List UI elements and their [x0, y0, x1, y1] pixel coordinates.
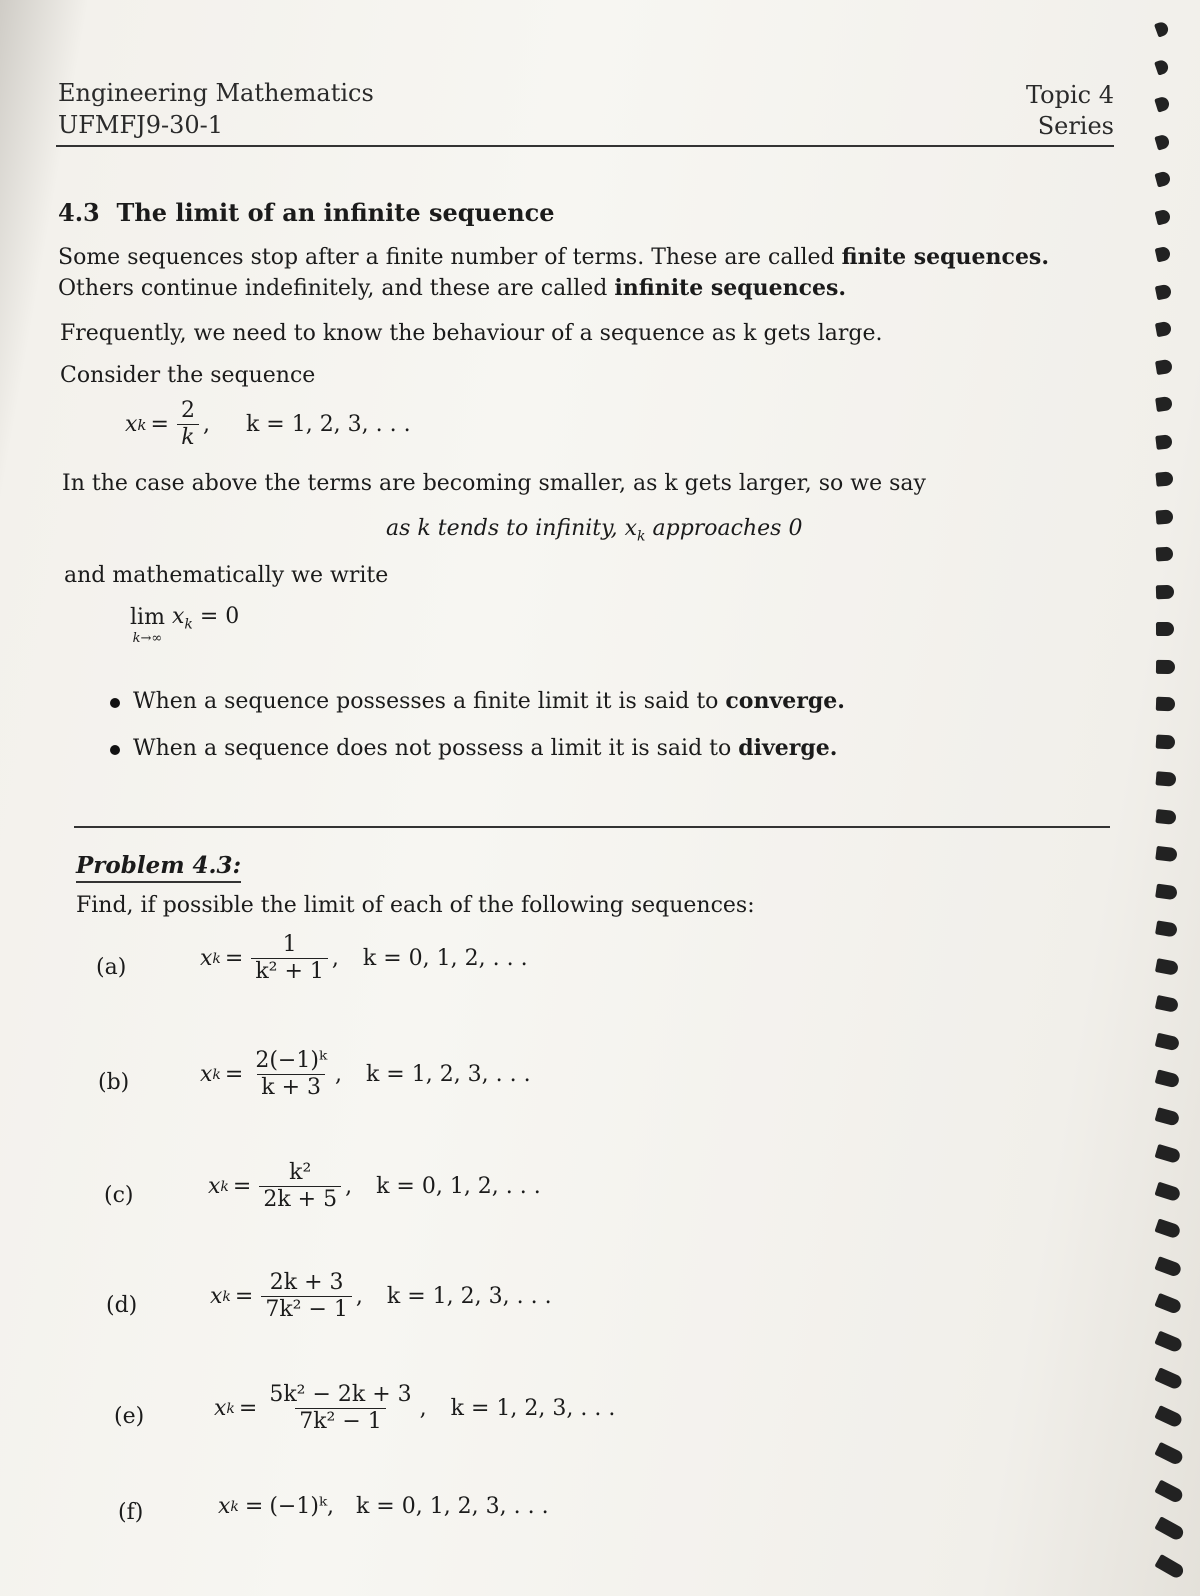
example-subscript: k — [137, 415, 147, 434]
range-f: k = 0, 1, 2, 3, . . . — [355, 1494, 549, 1519]
example-numerator: 2 — [180, 398, 195, 423]
binding-ring — [1156, 622, 1174, 636]
denominator-a: k² + 1 — [251, 958, 328, 985]
binding-ring — [1154, 1479, 1185, 1504]
binding-ring — [1154, 170, 1171, 187]
binding-ring — [1154, 1256, 1182, 1278]
problem-heading — [76, 852, 241, 879]
denominator-b: k + 3 — [257, 1074, 325, 1101]
example-range: k = 1, 2, 3, . . . — [245, 412, 411, 437]
binding-ring — [1154, 133, 1171, 150]
binding-ring — [1155, 771, 1176, 786]
denominator-c: 2k + 5 — [259, 1186, 341, 1213]
example-fraction — [177, 398, 199, 451]
spiral-binding — [1148, 0, 1188, 1596]
smaller-paragraph: In the case above the terms are becoming smaller, as k gets larger, so we say — [62, 471, 926, 496]
mathematically-paragraph: and mathematically we write — [64, 563, 389, 588]
fraction-e — [265, 1382, 415, 1435]
term-finite-sequences: finite sequences. — [841, 244, 1049, 270]
term-converge: converge. — [725, 688, 845, 714]
item-equation-f: x k = (−1)ᵏ , k = 0, 1, 2, 3, . . . — [218, 1494, 549, 1519]
binding-ring — [1155, 1069, 1181, 1088]
binding-ring — [1154, 1181, 1181, 1202]
binding-ring — [1156, 734, 1176, 749]
fraction-a — [251, 932, 328, 985]
bullet-diverge — [133, 733, 837, 764]
range-d: k = 1, 2, 3, . . . — [386, 1284, 552, 1309]
binding-ring — [1156, 509, 1174, 524]
binding-ring — [1154, 1367, 1183, 1390]
limit-subscript: k→∞ — [132, 631, 163, 646]
item-label-f: (f) — [118, 1500, 144, 1525]
problem-separator — [74, 826, 1110, 828]
limit-expression: lim k→∞ $x_k = 0$ — [130, 604, 240, 646]
binding-ring — [1155, 958, 1179, 976]
binding-ring — [1154, 1442, 1184, 1466]
item-label-a: (a) — [96, 955, 127, 980]
binding-ring — [1155, 283, 1172, 300]
binding-ring — [1154, 1516, 1185, 1542]
binding-ring — [1155, 246, 1172, 263]
binding-ring — [1156, 697, 1175, 712]
binding-ring — [1155, 358, 1173, 374]
italic-statement: as k tends to infinity, $x_k$ approaches 0 — [386, 516, 803, 545]
item-equation-e: x k = $\frac{\text{5k² − 2k + 3}}{\text{7k² − 1}}$ , k = 1, 2, 3, . . . — [214, 1382, 616, 1434]
range-a: k = 0, 1, 2, . . . — [362, 946, 528, 971]
denominator-d: 7k² − 1 — [261, 1296, 352, 1323]
binding-ring — [1155, 434, 1173, 450]
italic-statement-text: as k tends to infinity, x — [386, 516, 638, 541]
term-infinite-sequences: infinite sequences. — [614, 275, 847, 301]
fraction-b — [251, 1048, 331, 1101]
bullet-converge — [133, 686, 845, 717]
example-denominator: k — [177, 424, 198, 451]
item-equation-b: x k = $\frac{\text{2(−1)ᵏ}}{k + 3}$ , k = 1, 2, 3, . . . — [200, 1048, 531, 1100]
section-number: 4.3 — [58, 198, 100, 227]
item-equation-d: x k = $\frac{2k + 3}{\text{7k² − 1}}$ , k = 1, 2, 3, . . . — [210, 1270, 552, 1322]
bullet-dot — [110, 745, 120, 755]
binding-ring — [1154, 20, 1170, 37]
behaviour-paragraph: Frequently, we need to know the behaviour of a sequence as k gets large. — [60, 321, 883, 346]
item-label-e: (e) — [114, 1404, 145, 1429]
section-title: The limit of an infinite sequence — [116, 198, 555, 227]
example-x: x — [125, 412, 138, 437]
binding-ring — [1155, 809, 1176, 825]
binding-ring — [1154, 1144, 1181, 1164]
binding-ring — [1155, 471, 1173, 486]
limit-x: x — [171, 604, 185, 629]
range-c: k = 0, 1, 2, . . . — [376, 1174, 541, 1199]
binding-ring — [1155, 995, 1180, 1013]
binding-ring — [1155, 321, 1172, 337]
binding-ring — [1155, 1107, 1181, 1127]
binding-ring — [1155, 1032, 1180, 1051]
binding-ring — [1156, 584, 1174, 599]
numerator-b: 2(−1)ᵏ — [255, 1048, 327, 1073]
numerator-d: 2k + 3 — [269, 1270, 344, 1295]
denominator-e: 7k² − 1 — [295, 1408, 386, 1435]
header-rule — [56, 145, 1114, 147]
numerator-a: 1 — [282, 932, 297, 957]
bullet-converge-text: When a sequence possesses a finite limit it is said to — [133, 689, 726, 714]
range-e: k = 1, 2, 3, . . . — [450, 1396, 616, 1421]
item-label-b: (b) — [98, 1070, 130, 1095]
example-equation: x k = $\frac{2}{k}$ , k = 1, 2, 3, . . . — [125, 398, 411, 450]
item-label-c: (c) — [104, 1183, 134, 1208]
item-equation-c: x k = $\frac{\text{k²}}{2k + 5}$ , k = 0, 1, 2, . . . — [208, 1160, 541, 1212]
section-heading — [58, 198, 555, 227]
topic-number: Topic 4 — [1026, 81, 1114, 109]
limit-rhs: = 0 — [192, 604, 240, 629]
binding-ring — [1155, 396, 1173, 412]
bullet-dot — [110, 698, 120, 708]
binding-ring — [1155, 883, 1178, 900]
intro-paragraph — [58, 242, 1118, 304]
binding-ring — [1155, 208, 1172, 225]
italic-statement-tail: approaches 0 — [645, 516, 803, 541]
numerator-e: 5k² − 2k + 3 — [269, 1382, 412, 1407]
intro-text-1: Some sequences stop after a finite number of terms. These are called — [58, 245, 842, 270]
limit-lim: lim — [130, 605, 165, 630]
item-label-d: (d) — [106, 1293, 138, 1318]
binding-ring — [1154, 1553, 1185, 1579]
fraction-c — [259, 1160, 341, 1213]
binding-ring — [1154, 1293, 1183, 1315]
topic-name: Series — [1037, 112, 1114, 140]
expression-f: (−1)ᵏ — [269, 1494, 327, 1519]
binding-ring — [1156, 547, 1174, 562]
range-b: k = 1, 2, 3, . . . — [365, 1062, 531, 1087]
course-code: UFMFJ9-30-1 — [58, 111, 224, 139]
bullet-diverge-text: When a sequence does not possess a limit it is said to — [133, 736, 739, 761]
numerator-c: k² — [289, 1160, 312, 1185]
consider-paragraph: Consider the sequence — [60, 363, 316, 388]
binding-ring — [1154, 1218, 1182, 1239]
term-diverge: diverge. — [738, 735, 838, 761]
problem-prompt: Find, if possible the limit of each of the following sequences: — [76, 893, 755, 918]
item-equation-a: x k = $\frac{1}{\text{k² + 1}}$ , k = 0, 1, 2, . . . — [200, 932, 528, 984]
binding-ring — [1155, 920, 1178, 937]
course-title: Engineering Mathematics — [58, 79, 374, 107]
problem-title: Problem 4.3: — [76, 852, 241, 883]
intro-text-2: Others continue indefinitely, and these are called — [58, 276, 615, 301]
binding-ring — [1156, 659, 1175, 673]
binding-ring — [1154, 58, 1170, 75]
binding-ring — [1154, 95, 1170, 112]
binding-ring — [1154, 1330, 1183, 1353]
binding-ring — [1154, 1405, 1184, 1429]
fraction-d — [261, 1270, 352, 1323]
binding-ring — [1155, 846, 1177, 862]
